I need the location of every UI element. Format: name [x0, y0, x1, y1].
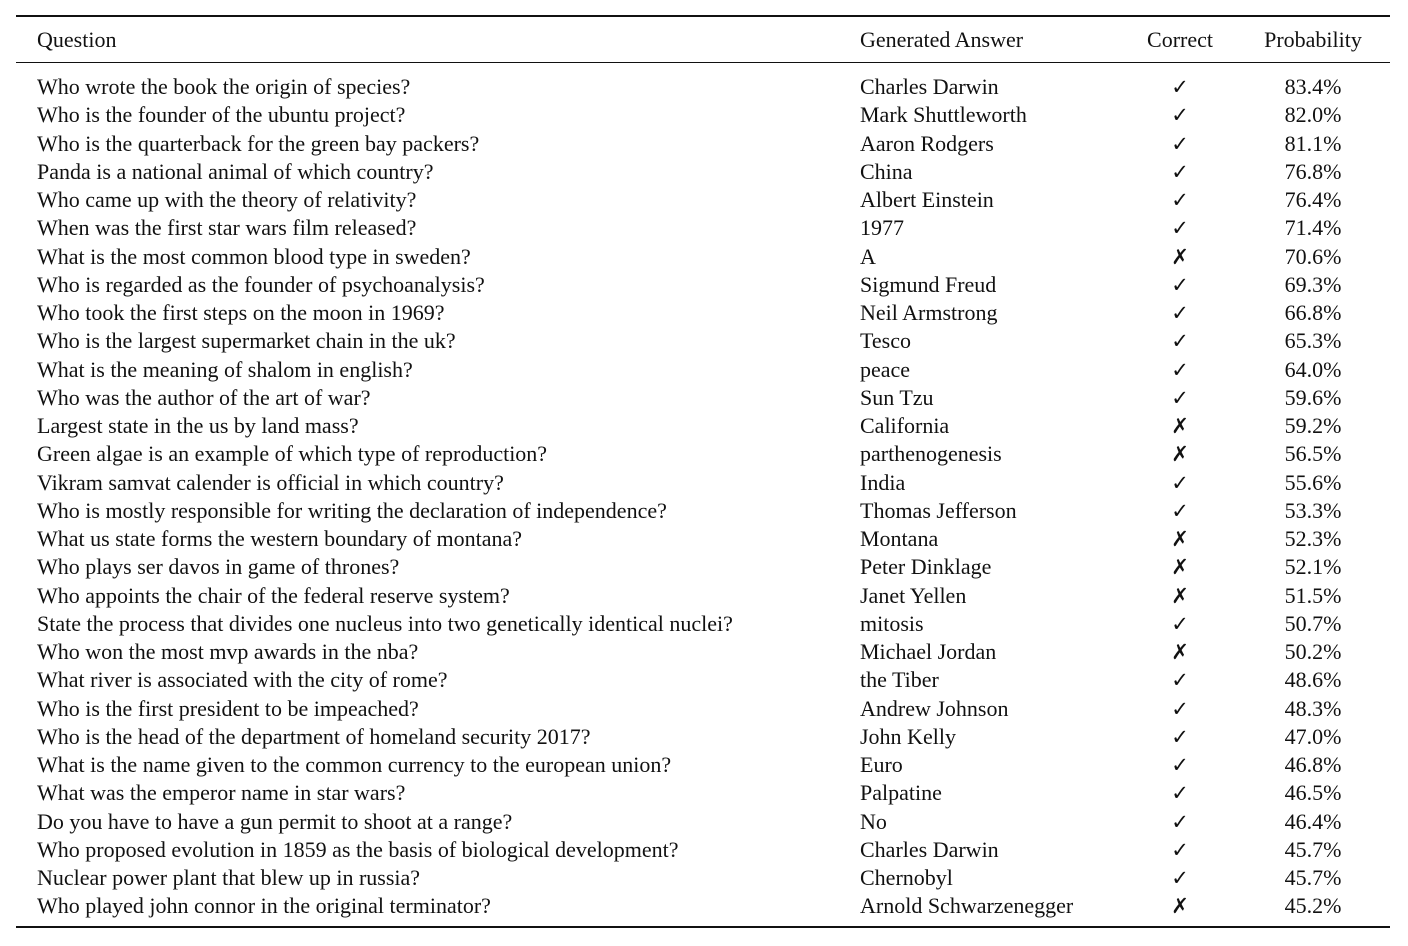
probability-cell: 59.2%	[1284, 413, 1342, 439]
probability-cell: 69.3%	[1284, 271, 1342, 297]
question-cell: Nuclear power plant that blew up in russia?	[37, 865, 421, 891]
probability-cell: 48.3%	[1284, 695, 1342, 721]
answer-cell: Neil Armstrong	[860, 300, 998, 326]
question-cell: What river is associated with the city of rome?	[37, 667, 448, 693]
table-row	[16, 751, 1390, 779]
answer-cell: Charles Darwin	[860, 836, 999, 862]
probability-cell: 70.6%	[1284, 243, 1342, 269]
probability-cell: 53.3%	[1284, 497, 1342, 523]
correct-cell: ✓	[1171, 470, 1189, 495]
answer-cell: Michael Jordan	[860, 639, 997, 665]
table-header-row	[16, 17, 1390, 62]
table-row	[16, 836, 1390, 864]
correct-cell: ✓	[1171, 611, 1189, 636]
correct-cell: ✓	[1171, 498, 1189, 523]
table-row	[16, 243, 1390, 271]
question-cell: Do you have to have a gun permit to shoot at a range?	[37, 808, 513, 834]
answer-cell: parthenogenesis	[860, 441, 1002, 467]
table-row	[16, 412, 1390, 440]
probability-cell: 55.6%	[1284, 469, 1342, 495]
correct-cell: ✓	[1171, 668, 1189, 693]
probability-cell: 45.7%	[1284, 836, 1342, 862]
answer-cell: Palpatine	[860, 780, 942, 806]
question-cell: Who was the author of the art of war?	[37, 384, 371, 410]
probability-cell: 65.3%	[1284, 328, 1342, 354]
correct-cell: ✓	[1171, 272, 1189, 297]
probability-cell: 59.6%	[1284, 384, 1342, 410]
probability-cell: 47.0%	[1284, 723, 1342, 749]
probability-cell: 45.7%	[1284, 865, 1342, 891]
question-cell: Panda is a national animal of which country?	[37, 158, 434, 184]
question-cell: Who came up with the theory of relativity?	[37, 187, 417, 213]
question-cell: Who played john connor in the original terminator?	[37, 893, 491, 919]
table-row	[16, 525, 1390, 553]
answer-cell: India	[860, 469, 906, 495]
question-cell: What is the most common blood type in sweden?	[37, 243, 471, 269]
table-row	[16, 356, 1390, 384]
correct-cell: ✓	[1171, 329, 1189, 354]
answer-cell: Charles Darwin	[860, 74, 999, 100]
question-cell: What is the meaning of shalom in english?	[37, 356, 413, 382]
probability-cell: 45.2%	[1284, 893, 1342, 919]
question-cell: Who is the first president to be impeached?	[37, 695, 419, 721]
correct-cell: ✓	[1171, 724, 1189, 749]
table-row	[16, 158, 1390, 186]
probability-cell: 46.5%	[1284, 780, 1342, 806]
correct-cell: ✗	[1171, 527, 1189, 552]
table-row	[16, 497, 1390, 525]
table-row	[16, 130, 1390, 158]
question-cell: Who took the first steps on the moon in 1969?	[37, 300, 445, 326]
correct-cell: ✓	[1171, 188, 1189, 213]
correct-cell: ✓	[1171, 301, 1189, 326]
question-cell: Who is the founder of the ubuntu project?	[37, 102, 406, 128]
probability-cell: 82.0%	[1284, 102, 1342, 128]
correct-cell: ✗	[1171, 894, 1189, 919]
question-cell: When was the first star wars film released?	[37, 215, 417, 241]
table-row	[16, 582, 1390, 610]
probability-cell: 56.5%	[1284, 441, 1342, 467]
correct-cell: ✓	[1171, 75, 1189, 100]
table-row	[16, 610, 1390, 638]
probability-cell: 64.0%	[1284, 356, 1342, 382]
correct-cell: ✓	[1171, 866, 1189, 891]
correct-cell: ✗	[1171, 244, 1189, 269]
question-cell: Who is the quarterback for the green bay packers?	[37, 130, 480, 156]
question-cell: Largest state in the us by land mass?	[37, 413, 359, 439]
answer-cell: Andrew Johnson	[860, 695, 1009, 721]
answer-cell: 1977	[860, 215, 904, 241]
answer-cell: Montana	[860, 526, 939, 552]
probability-cell: 71.4%	[1284, 215, 1342, 241]
table-row	[16, 469, 1390, 497]
header-question: Question	[37, 26, 117, 52]
table-row	[16, 695, 1390, 723]
qa-results-table	[16, 15, 1390, 928]
table-row	[16, 864, 1390, 892]
correct-cell: ✓	[1171, 696, 1189, 721]
table-row	[16, 271, 1390, 299]
table-row	[16, 186, 1390, 214]
correct-cell: ✗	[1171, 442, 1189, 467]
correct-cell: ✓	[1171, 837, 1189, 862]
answer-cell: Euro	[860, 752, 903, 778]
table-row	[16, 73, 1390, 101]
bottom-rule	[16, 926, 1390, 928]
question-cell: Who won the most mvp awards in the nba?	[37, 639, 419, 665]
correct-cell: ✓	[1171, 357, 1189, 382]
correct-cell: ✓	[1171, 159, 1189, 184]
question-cell: Green algae is an example of which type of reproduction?	[37, 441, 548, 467]
question-cell: Who proposed evolution in 1859 as the basis of biological development?	[37, 836, 679, 862]
answer-cell: Peter Dinklage	[860, 554, 992, 580]
answer-cell: Sun Tzu	[860, 384, 934, 410]
answer-cell: Arnold Schwarzenegger	[860, 893, 1074, 919]
question-cell: Who plays ser davos in game of thrones?	[37, 554, 400, 580]
table-row	[16, 299, 1390, 327]
header-generated-answer: Generated Answer	[860, 26, 1024, 52]
probability-cell: 76.4%	[1284, 187, 1342, 213]
table-row	[16, 327, 1390, 355]
question-cell: What us state forms the western boundary of montana?	[37, 526, 523, 552]
correct-cell: ✓	[1171, 809, 1189, 834]
probability-cell: 81.1%	[1284, 130, 1342, 156]
question-cell: Who wrote the book the origin of species?	[37, 74, 411, 100]
answer-cell: Janet Yellen	[860, 582, 967, 608]
question-cell: State the process that divides one nucleus into two genetically identical nuclei?	[37, 610, 733, 636]
probability-cell: 46.4%	[1284, 808, 1342, 834]
probability-cell: 51.5%	[1284, 582, 1342, 608]
answer-cell: Albert Einstein	[860, 187, 994, 213]
answer-cell: Chernobyl	[860, 865, 953, 891]
answer-cell: Thomas Jefferson	[860, 497, 1017, 523]
table-row	[16, 638, 1390, 666]
table-row	[16, 779, 1390, 807]
header-correct: Correct	[1147, 26, 1213, 52]
correct-cell: ✗	[1171, 414, 1189, 439]
question-cell: Who is regarded as the founder of psychoanalysis?	[37, 271, 485, 297]
probability-cell: 52.3%	[1284, 526, 1342, 552]
answer-cell: the Tiber	[860, 667, 939, 693]
answer-cell: California	[860, 413, 950, 439]
correct-cell: ✓	[1171, 781, 1189, 806]
probability-cell: 83.4%	[1284, 74, 1342, 100]
answer-cell: No	[860, 808, 887, 834]
probability-cell: 50.2%	[1284, 639, 1342, 665]
table-row	[16, 808, 1390, 836]
question-cell: What was the emperor name in star wars?	[37, 780, 406, 806]
answer-cell: mitosis	[860, 610, 924, 636]
answer-cell: peace	[860, 356, 911, 382]
answer-cell: Aaron Rodgers	[860, 130, 994, 156]
answer-cell: John Kelly	[860, 723, 956, 749]
correct-cell: ✓	[1171, 131, 1189, 156]
answer-cell: China	[860, 158, 913, 184]
table-row	[16, 666, 1390, 694]
question-cell: Who is the head of the department of homeland security 2017?	[37, 723, 591, 749]
probability-cell: 46.8%	[1284, 752, 1342, 778]
probability-cell: 50.7%	[1284, 610, 1342, 636]
correct-cell: ✓	[1171, 216, 1189, 241]
answer-cell: A	[860, 243, 876, 269]
probability-cell: 48.6%	[1284, 667, 1342, 693]
answer-cell: Tesco	[860, 328, 911, 354]
question-cell: What is the name given to the common currency to the european union?	[37, 752, 672, 778]
table-row	[16, 384, 1390, 412]
question-cell: Who is the largest supermarket chain in the uk?	[37, 328, 456, 354]
correct-cell: ✗	[1171, 583, 1189, 608]
table-row	[16, 553, 1390, 581]
question-cell: Vikram samvat calender is official in which country?	[37, 469, 504, 495]
answer-cell: Sigmund Freud	[860, 271, 997, 297]
table-row	[16, 440, 1390, 468]
question-cell: Who is mostly responsible for writing the declaration of independence?	[37, 497, 667, 523]
header-probability: Probability	[1264, 26, 1362, 52]
table-body	[16, 63, 1390, 926]
probability-cell: 76.8%	[1284, 158, 1342, 184]
correct-cell: ✗	[1171, 640, 1189, 665]
probability-cell: 52.1%	[1284, 554, 1342, 580]
answer-cell: Mark Shuttleworth	[860, 102, 1027, 128]
table-row	[16, 214, 1390, 242]
question-cell: Who appoints the chair of the federal reserve system?	[37, 582, 510, 608]
probability-cell: 66.8%	[1284, 300, 1342, 326]
correct-cell: ✓	[1171, 753, 1189, 778]
table-row	[16, 101, 1390, 129]
correct-cell: ✗	[1171, 555, 1189, 580]
correct-cell: ✓	[1171, 103, 1189, 128]
correct-cell: ✓	[1171, 385, 1189, 410]
table-row	[16, 892, 1390, 920]
table-row	[16, 723, 1390, 751]
